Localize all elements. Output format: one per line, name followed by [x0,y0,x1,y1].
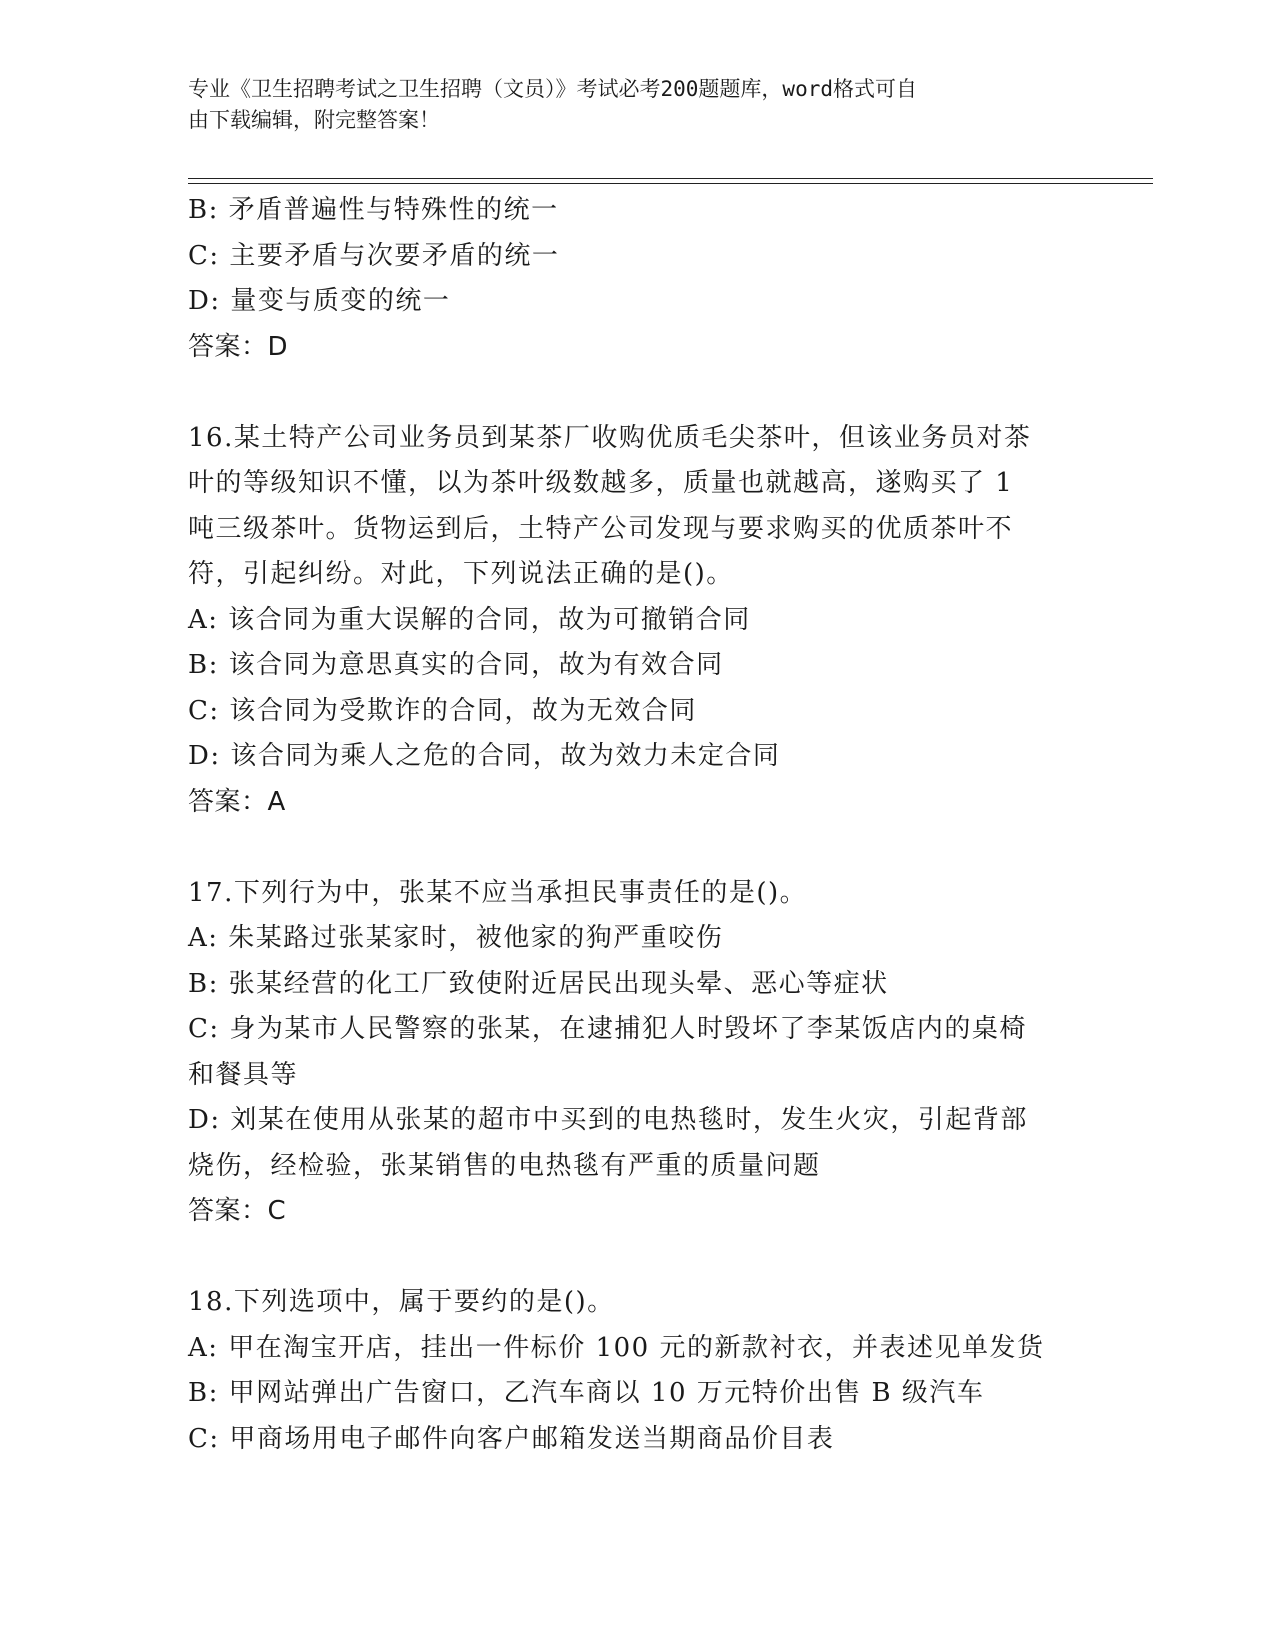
question-spacer [188,825,1068,871]
question-15 [188,188,1068,370]
q16-option-a: A: 该合同为重大误解的合同，故为可撤销合同 [188,604,751,635]
q17-option-d-line-1: D: 刘某在使用从张某的超市中买到的电热毯时，发生火灾，引起背部 [188,1105,1028,1135]
q15-option-d: D: 量变与质变的统一 [188,286,451,316]
q17-answer: 答案：C [188,1196,287,1226]
question-18 [188,1280,1068,1462]
q17-option-c-line-1: C: 身为某市人民警察的张某，在逮捕犯人时毁坏了李某饭店内的桌椅 [188,1014,1027,1044]
q16-stem-line-2: 叶的等级知识不懂，以为茶叶级数越多，质量也就越高，遂购买了 1 [188,468,1014,498]
q18-stem: 18.下列选项中，属于要约的是()。 [188,1287,615,1317]
question-list [188,188,1068,1462]
question-17 [188,871,1068,1235]
q16-stem-line-3: 吨三级茶叶。货物运到后，土特产公司发现与要求购买的优质茶叶不 [188,513,1014,544]
q17-stem: 17.下列行为中，张某不应当承担民事责任的是()。 [188,877,808,908]
document-header [188,74,1068,136]
question-spacer [188,1235,1068,1281]
q16-option-b: B: 该合同为意思真实的合同，故为有效合同 [188,650,724,680]
q16-answer: 答案：A [188,786,286,817]
q18-option-c: C: 甲商场用电子邮件向客户邮箱发送当期商品价目表 [188,1423,835,1454]
q17-option-d-line-2: 烧伤，经检验，张某销售的电热毯有严重的质量问题 [188,1150,821,1181]
q16-stem-line-4: 符，引起纠纷。对此，下列说法正确的是()。 [188,559,734,589]
q17-option-a: A: 朱某路过张某家时，被他家的狗严重咬伤 [188,923,724,953]
question-spacer [188,370,1068,416]
q15-answer: 答案：D [188,331,289,362]
question-16 [188,416,1068,826]
q17-option-c-line-2: 和餐具等 [188,1059,299,1090]
q16-option-c: C: 该合同为受欺诈的合同，故为无效合同 [188,695,697,726]
q15-option-c: C: 主要矛盾与次要矛盾的统一 [188,240,560,271]
q18-option-a: A: 甲在淘宝开店，挂出一件标价 100 元的新款衬衣，并表述见单发货 [188,1332,1045,1363]
q16-option-d: D: 该合同为乘人之危的合同，故为效力未定合同 [188,741,781,771]
q17-option-b: B: 张某经营的化工厂致使附近居民出现头晕、恶心等症状 [188,968,889,999]
q15-option-b: B: 矛盾普遍性与特殊性的统一 [188,195,559,225]
header-divider-bottom [188,183,1153,184]
header-divider-top [188,178,1153,179]
q16-stem-line-1: 16.某土特产公司业务员到某茶厂收购优质毛尖茶叶，但该业务员对茶 [188,422,1032,453]
header-intro-line-2: 由下载编辑，附完整答案！ [188,108,440,132]
header-intro-line-1: 专业《卫生招聘考试之卫生招聘（文员）》考试必考200题题库，word格式可自 [188,77,917,101]
q18-option-b: B: 甲网站弹出广告窗口，乙汽车商以 10 万元特价出售 B 级汽车 [188,1378,985,1408]
